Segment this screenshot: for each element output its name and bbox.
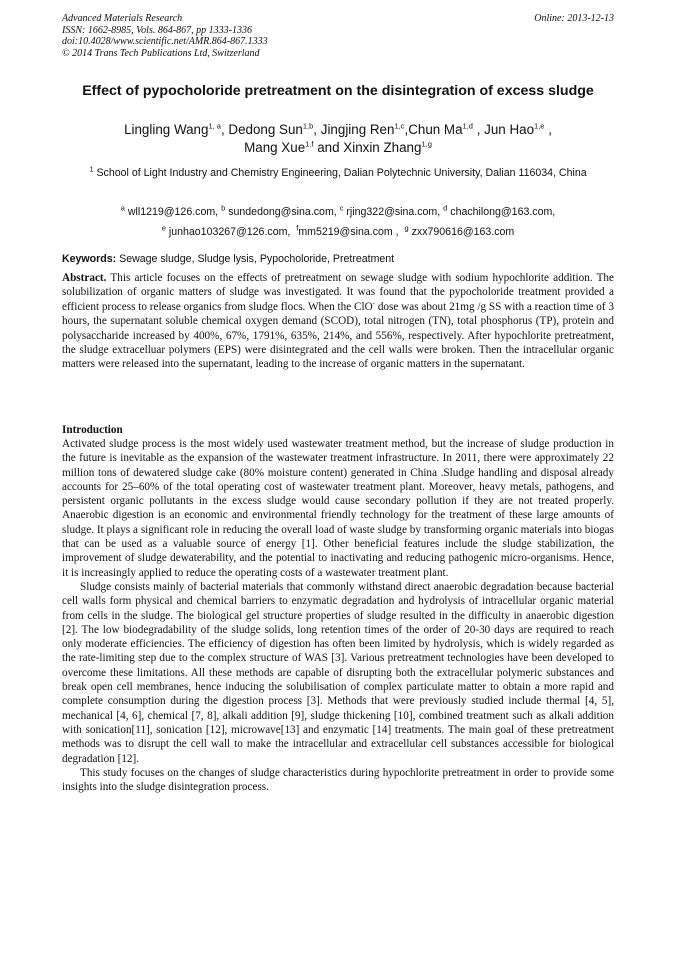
email-superscript: f [296,223,299,233]
author-name: Jun Hao [484,122,535,137]
affiliation-text: School of Light Industry and Chemistry Engineering, Dalian Polytechnic University, Dalian 116034, China [96,167,587,179]
doi-line: doi:10.4028/www.scientific.net/AMR.864-867.1333 [62,36,268,47]
paragraph: This study focuses on the changes of sludge characteristics during hypochlorite pretreatment in order to provide some insights into the sludge disintegration process. [62,766,614,794]
email-address: zxx790616@163.com [411,226,515,238]
email-list [62,202,614,242]
author-name: Dedong Sun [228,122,303,137]
abstract [62,271,614,372]
affiliation [62,166,614,181]
author-separator: , [544,122,552,137]
email-address: chachilong@163.com, [450,206,556,218]
email-superscript: d [443,203,448,213]
email-address: rjing322@sina.com, [346,206,441,218]
author-name: Xinxin Zhang [343,140,422,155]
author-separator: , [472,122,485,137]
introduction-heading: Introduction [62,424,123,436]
journal-name: Advanced Materials Research [62,13,183,24]
author-superscript: 1,c [394,121,405,131]
author-superscript: 1,d [462,121,473,131]
abstract-label: Abstract. [62,272,107,284]
author-superscript: 1,b [302,121,314,131]
keywords [62,252,614,266]
author-separator: and [313,140,344,155]
copyright-line: © 2014 Trans Tech Publications Ltd, Switzerland [62,47,260,59]
author-superscript: 1,g [421,139,432,149]
author-name: Jingjing Ren [320,122,395,137]
abstract-text-part-1: This article focuses on the effects of pretreatment on sewage sludge with sodium hypochlorite addition. The solubilization of organic matters of sludge was investigated. It was found that the pypocholoride treatment provided a efficient process to release organics from sludge flocs. When the ClO [62,272,614,313]
paragraph: Activated sludge process is the most widely used wastewater treatment method, but the increase of sludge production in the future is inevitable as the expansion of the wastewater treatment infrastructure. In 2011, there were approximately 22 million tons of dewatered sludge cake (80% moisture content) generated in China .Sludge handling and disposal already accounts for 25–60% of the total operating cost of wastewater treatment plant. Moreover, heavy metals, pathogens, and persistent organic pollutants in the excess sludge would cause secondary pollution if they are not treated properly. Anaerobic digestion is an economic and environmental friendly technology for the treatment of these large amounts of sludge. It plays a significant role in reducing the overall load of waste sludge by transforming organic materials into biogas that can be used as a valuable source of energy [1]. Other beneficial features include the sludge stabilization, the improvement of sludge dewaterability, and the potential to inactivating and reducing pathogenic micro-organisms. Hence, it is increasingly applied to reduce the operating costs of a wastewater treatment plant. [62,438,614,579]
issn-line: ISSN: 1662-8985, Vols. 864-867, pp 1333-1336 [62,24,252,36]
author-superscript: 1, a [208,121,221,131]
email-address: junhao103267@126.com, [168,226,291,238]
author-list [62,121,614,157]
email-address: sundedong@sina.com, [228,206,337,218]
paper-title: Effect of pypocholoride pretreatment on the disintegration of excess sludge [82,83,594,99]
email-superscript: b [221,203,226,213]
email-superscript: a [120,203,125,213]
author-name: Chun Ma [408,122,463,137]
keywords-text: Sewage sludge, Sludge lysis, Pypocholoride, Pretreatment [119,253,395,265]
email-superscript: e [161,223,166,233]
paragraph: Sludge consists mainly of bacterial materials that commonly withstand direct anaerobic degradation because bacterial cell walls form physical and chemical barriers to enzymatic degradation and hydrolysis of intracellular organic material from cells in the sludge. The biological gel structure properties of sludge resulted in the difficulty in anaerobic digestion [2]. The low biodegradability of the sludge solids, long retention times of the order of 20-30 days are required to reach only moderate efficiencies. The efficiency of digestion has often been limited by hydrolysis, which is widely regarded as the rate-limiting step due to the complex structure of WAS [3]. Various pretreatment technologies have been developed to overcome these limitations. All these methods are capable of disrupting both the extracellular polymeric substances and break open cell membranes, hence inducing the solubilisation of complex particulate matter to obtain a more rapid and complete consumption during the digestion process [3]. Methods that were previously studied include thermal [4, 5], mechanical [4, 6], chemical [7, 8], alkali addition [9], sludge thickening [10], combined treatment such as alkali addition with sonication[11], sonication [12], microwave[13] and enzymatic [14] treatments. The main goal of these pretreatment methods was to disrupt the cell wall to make the intracellular and extracellular cell substances accessible for biological degradation [12]. [62,580,614,765]
email-superscript: c [339,203,344,213]
author-superscript: 1,f [305,139,314,149]
email-superscript: g [404,223,409,233]
email-address: wll1219@126.com, [127,206,219,218]
online-date: Online: 2013-12-13 [534,13,614,24]
keywords-label: Keywords: [62,253,117,265]
abstract-text-part-2: dose was about 21mg /g SS with a reaction time of 3 hours, the supernatant soluble chemical oxygen demand (SCOD), total nitrogen (TN), total phosphorus (TP), protein and polysaccharide increased by 400%, 67%, 1791%, 635%, 214%, and 556%, respectively. After hypochlorite pretreatment, the sludge extracelluar polymers (EPS) were disintegrated and the cell walls were broken. Then the intracellular organic matters were released into the supernatant, leading to the increase of organic matters in the supernatant. [62,300,614,371]
author-separator: , [404,122,409,137]
affiliation-superscript: 1 [89,164,94,174]
email-address: mm5219@sina.com , [298,226,399,238]
abstract-superscript: - [372,299,375,308]
author-name: Lingling Wang [124,122,209,137]
author-separator: , [220,122,229,137]
email-line-2 [62,222,614,242]
email-line-1 [62,202,614,222]
author-superscript: 1,e [534,121,545,131]
publication-header [62,13,268,59]
author-name: Mang Xue [244,140,306,155]
author-separator: , [313,122,321,137]
introduction-body [62,437,614,794]
